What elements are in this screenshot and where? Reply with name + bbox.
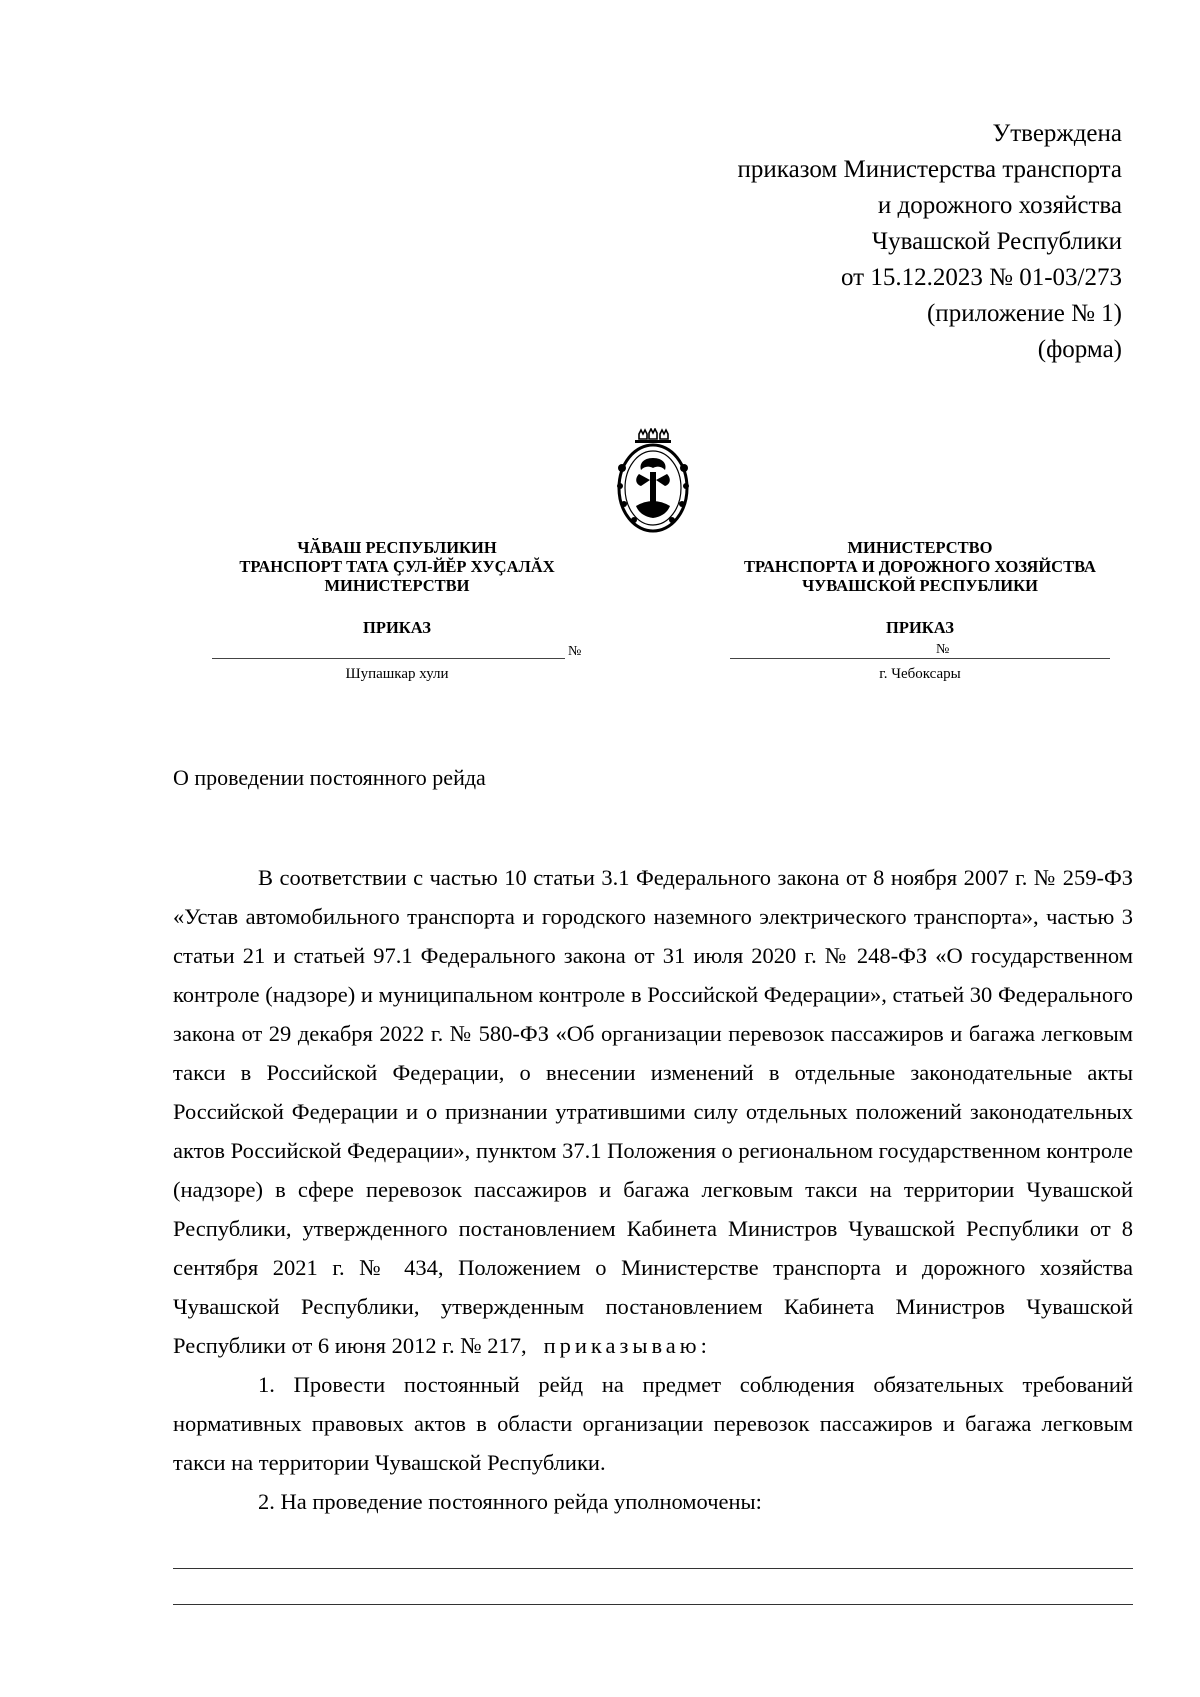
header-left-chuvash	[212, 538, 582, 637]
approval-line: (форма)	[1037, 336, 1122, 363]
order-label: ПРИКАЗ	[886, 618, 954, 637]
item-2-paragraph: 2. На проведение постоянного рейда уполномочены:	[258, 1489, 762, 1514]
order-number-field-right	[730, 642, 1110, 662]
approval-line: (приложение № 1)	[926, 300, 1122, 327]
preamble-text: В соответствии с частью 10 статьи 3.1 Федерального закона от 8 ноября 2007 г. № 259-ФЗ «Устав автомобильного транспорта и городского наземного электрического транспорта», частью 3 статьи 21 и статьей 97.1 Федерального закона от 31 июля 2020 г. № 248-ФЗ «О государственном контроле (надзоре) и муниципальном контроле в Российской Федерации», статьей 30 Федерального закона от 29 декабря 2022 г. № 580-ФЗ «Об организации перевозок пассажиров и багажа легковым такси в Российской Федерации, о внесении изменений в отдельные законодательные акты Российской Федерации и о признании утратившими силу отдельных положений законодательных актов Российской Федерации», пунктом 37.1 Положения о региональном государственном контроле (надзоре) в сфере перевозок пассажиров и багажа легковым такси на территории Чувашской Республики, утвержденного постановлением Кабинета Министров Чувашской Республики от 8 сентября 2021 г. № 434, Положением о Министерстве транспорта и дорожного хозяйства Чувашской Республики, утвержденным постановлением Кабинета Министров Чувашской Республики от 6 июня 2012 г. № 217,	[173, 865, 1133, 1358]
ministry-name-line: ЧУВАШСКОЙ РЕСПУБЛИКИ	[802, 576, 1038, 595]
blank-fill-line	[173, 1568, 1133, 1569]
ministry-name-line: МИНИСТЕРСТВО	[847, 538, 993, 557]
approval-line: приказом Министерства транспорта	[737, 156, 1122, 183]
number-sign: №	[936, 642, 950, 657]
approval-stamp	[738, 116, 1122, 368]
date-underline	[730, 658, 1110, 659]
document-body	[173, 858, 1133, 1521]
date-underline	[212, 658, 565, 659]
city-label-right: г. Чебоксары	[879, 666, 961, 682]
approval-line: Чувашской Республики	[871, 228, 1122, 255]
ministry-name-line: ТРАНСПОРТ ТАТА ҪУЛ-ЙĔР ХУҪАЛĂХ	[239, 557, 555, 576]
blank-fill-line	[173, 1604, 1133, 1605]
city-label-left: Шупашкар хули	[345, 666, 449, 682]
document-title: О проведении постоянного рейда	[173, 765, 486, 790]
order-word: приказываю:	[543, 1333, 711, 1358]
ministry-name-line: МИНИСТЕРСТВИ	[324, 576, 470, 595]
chuvash-coat-of-arms-icon	[612, 428, 694, 538]
item-1-paragraph: 1. Провести постоянный рейд на предмет соблюдения обязательных требований нормативных правовых актов в области организации перевозок пассажиров и багажа легковым такси на территории Чувашской Республики.	[173, 1372, 1133, 1475]
preamble-paragraph	[173, 858, 1133, 1365]
number-sign: №	[568, 644, 582, 659]
order-label: ПРИКАЗ	[363, 618, 431, 637]
approval-line: и дорожного хозяйства	[877, 192, 1122, 219]
ministry-name-line: ТРАНСПОРТА И ДОРОЖНОГО ХОЗЯЙСТВА	[744, 557, 1096, 576]
ministry-name-line: ЧӐВАШ РЕСПУБЛИКИН	[297, 538, 497, 557]
order-number-field-left	[212, 642, 582, 662]
approval-line: Утверждена	[992, 120, 1122, 147]
approval-line: от 15.12.2023 № 01-03/273	[841, 264, 1122, 291]
header-right-russian	[730, 538, 1110, 637]
